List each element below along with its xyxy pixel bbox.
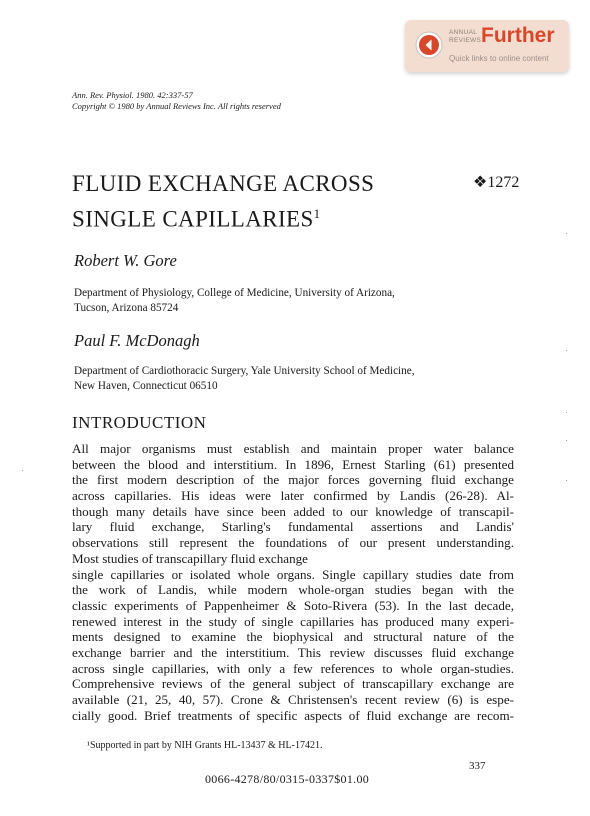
scan-speck [566, 350, 567, 351]
scan-speck [566, 412, 567, 413]
further-logo-icon [415, 31, 443, 59]
author-affiliation [74, 286, 395, 316]
body-line: observations still represent the foundations of our present understanding. [72, 535, 514, 551]
author-affiliation [74, 364, 415, 394]
title-footnote-mark: 1 [313, 206, 321, 221]
scan-speck [566, 233, 567, 234]
body-line: renewed interest in the study of single capillaries has produced many experi- [72, 613, 514, 629]
page-number: 337 [469, 760, 486, 772]
article-title [72, 169, 374, 235]
scan-speck [566, 440, 567, 441]
affiliation-line: New Haven, Connecticut 06510 [74, 380, 218, 392]
body-line: classic experiments of Pappenheimer & Soto-Rivera (53). In the last decade, [72, 597, 514, 613]
body-line: across single capillaries, with only a few references to whole organ-studies. [72, 660, 514, 676]
footnote: ¹Supported in part by NIH Grants HL-13437 & HL-17421. [87, 740, 323, 751]
body-line: though many details have since been added to our knowledge of transcapil- [72, 503, 514, 519]
body-line: cially good. Brief treatments of specific aspects of fluid exchange are recom- [72, 707, 514, 723]
section-heading: INTRODUCTION [72, 413, 207, 432]
affiliation-line: Department of Cardiothoracic Surgery, Yale University School of Medicine, [74, 365, 415, 377]
title-line-1: FLUID EXCHANGE ACROSS [72, 171, 375, 196]
badge-further-label: Further [481, 24, 555, 47]
scan-speck [22, 470, 23, 471]
body-line: the work of Landis, while modern whole-organ studies began with the [72, 582, 514, 598]
body-line: across capillaries. His ideas were later confirmed by Landis (26-28). Al- [72, 488, 514, 504]
body-line: lary fluid exchange, Starling's fundamental assertions and Landis' [72, 519, 514, 535]
title-line-2-text: SINGLE CAPILLARIES [72, 206, 314, 232]
body-paragraph [72, 441, 514, 723]
badge-subtitle: Quick links to online content [449, 54, 549, 63]
badge-line-annual: ANNUAL [449, 29, 478, 36]
body-line: single capillaries or isolated whole organs. Single capillary studies date from [72, 566, 514, 582]
body-line: ments designed to examine the biophysical and structural nature of the [72, 629, 514, 645]
affiliation-line: Department of Physiology, College of Medicine, University of Arizona, [74, 287, 395, 299]
badge-publisher-label [449, 29, 481, 44]
body-line: the first modern description of the major forces governing fluid exchange [72, 472, 514, 488]
body-line: Comprehensive reviews of the general subject of transcapillary exchange are [72, 676, 514, 692]
body-line: between the blood and interstitium. In 1896, Ernest Starling (61) presented [72, 456, 514, 472]
body-line: All major organisms must establish and maintain proper water balance [72, 441, 514, 456]
copyright-line: Copyright © 1980 by Annual Reviews Inc. All rights reserved [72, 101, 281, 111]
annual-reviews-further-badge[interactable] [405, 20, 569, 72]
citation-block [72, 90, 281, 112]
citation-line: Ann. Rev. Physiol. 1980. 42:337-57 [72, 90, 193, 100]
article-number: ❖1272 [473, 174, 520, 191]
scan-speck [566, 480, 567, 481]
body-line: Most studies of transcapillary fluid exchange [72, 550, 308, 566]
article-code: 0066-4278/80/0315-0337$01.00 [205, 772, 370, 786]
affiliation-line: Tucson, Arizona 85724 [74, 302, 179, 314]
title-line-2 [72, 199, 374, 235]
author-name: Robert W. Gore [74, 251, 177, 270]
author-name: Paul F. McDonagh [74, 331, 200, 350]
body-line: available (21, 25, 40, 57). Crone & Christensen's recent review (6) is espe- [72, 692, 514, 707]
badge-line-reviews: REVIEWS [449, 36, 482, 44]
body-line: exchange barrier and the interstitium. This review discusses fluid exchange [72, 644, 514, 660]
